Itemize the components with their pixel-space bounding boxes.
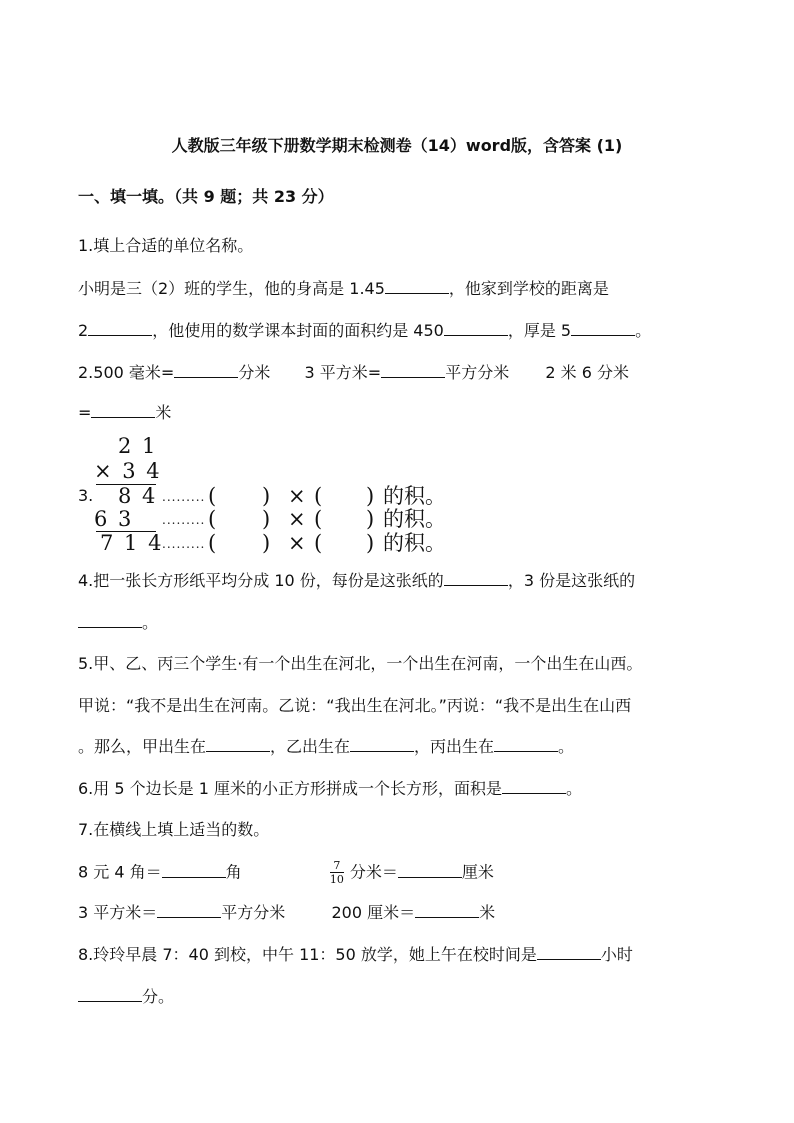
- text: 小明是三（2）班的学生，他的身高是 1.45: [78, 279, 385, 298]
- answer-blank[interactable]: [444, 320, 508, 336]
- answer-blank[interactable]: [78, 986, 142, 1002]
- times-sign: ×: [288, 507, 306, 531]
- question-6: [78, 778, 582, 799]
- answer-blank[interactable]: [571, 320, 635, 336]
- left-paren: (: [314, 484, 323, 508]
- times-sign: ×: [288, 531, 306, 555]
- answer-blank[interactable]: [444, 570, 508, 586]
- right-paren: ): [366, 507, 375, 531]
- text: 2 米 6 分米: [545, 363, 630, 382]
- text: 4.把一张长方形纸平均分成 10 份，每份是这张纸的: [78, 571, 444, 590]
- answer-blank[interactable]: [174, 362, 238, 378]
- text: ，3 份是这张纸的: [507, 571, 636, 590]
- text: 。: [558, 737, 575, 756]
- vertical-multiplication: [90, 432, 460, 556]
- text: 。: [142, 613, 159, 632]
- text: 3 平方米＝: [78, 903, 158, 922]
- text: 米: [479, 903, 496, 922]
- section-heading: 一、填一填。（共 9 题；共 23 分）: [78, 187, 334, 206]
- question-2-line-2: [78, 402, 171, 423]
- partial-product-2: 6 3: [94, 507, 134, 531]
- text: ，他家到学校的距离是: [448, 279, 609, 298]
- text: ，丙出生在: [414, 737, 495, 756]
- text: 8 元 4 角＝: [78, 862, 162, 882]
- leader-dots: .........: [162, 513, 206, 527]
- right-paren: ): [262, 531, 271, 555]
- answer-blank[interactable]: [415, 902, 479, 918]
- question-1-line-1: [78, 278, 609, 299]
- text: 分米＝: [349, 862, 398, 882]
- text: 6.用 5 个边长是 1 厘米的小正方形拼成一个长方形，面积是: [78, 779, 502, 798]
- question-8-line-2: [78, 986, 174, 1007]
- question-7-line-2: [78, 902, 495, 923]
- answer-blank[interactable]: [398, 862, 462, 878]
- text: 3 平方米=: [304, 363, 382, 382]
- left-paren: (: [208, 484, 217, 508]
- answer-blank[interactable]: [385, 278, 449, 294]
- question-1-line-2: [78, 320, 651, 341]
- text: 2: [78, 321, 89, 340]
- fraction-numerator: 7: [333, 859, 341, 872]
- text: 8.玲玲早晨 7：40 到校，中午 11：50 放学，她上午在校时间是: [78, 945, 537, 964]
- document-title: 人教版三年级下册数学期末检测卷（14）word版，含答案 (1): [171, 136, 623, 155]
- text: 角: [225, 862, 242, 882]
- answer-blank[interactable]: [502, 778, 566, 794]
- fraction: [330, 860, 344, 886]
- answer-blank[interactable]: [78, 612, 142, 628]
- multiplier: × 3 4: [94, 459, 162, 483]
- question-3-label: 3.: [78, 486, 94, 505]
- answer-blank[interactable]: [350, 736, 414, 752]
- leader-dots: .........: [162, 537, 206, 551]
- text: 。那么，甲出生在: [78, 737, 207, 756]
- answer-blank[interactable]: [537, 944, 601, 960]
- text: 。: [635, 321, 652, 340]
- answer-blank[interactable]: [494, 736, 558, 752]
- text: ，厚是 5: [507, 321, 572, 340]
- text: 。: [565, 779, 582, 798]
- text: 平方分米: [221, 903, 286, 922]
- question-4-line-1: [78, 570, 635, 591]
- text: 厘米: [461, 862, 494, 882]
- question-2-line-1: [78, 362, 629, 383]
- text: 分。: [142, 987, 175, 1006]
- multiplicand: 2 1: [118, 434, 158, 458]
- tail-text: 的积。: [383, 507, 446, 531]
- tail-text: 的积。: [383, 484, 446, 508]
- right-paren: ): [366, 531, 375, 555]
- text: ，乙出生在: [270, 737, 351, 756]
- answer-blank[interactable]: [91, 402, 155, 418]
- text: 200 厘米＝: [331, 903, 416, 922]
- answer-blank[interactable]: [206, 736, 270, 752]
- partial-product-1: 8 4: [118, 484, 158, 508]
- times-sign: ×: [288, 484, 306, 508]
- text: 小时: [600, 945, 633, 964]
- question-5-line-2: 甲说：“我不是出生在河南。乙说：“我出生在河北。”丙说：“我不是出生在山西: [78, 696, 632, 715]
- text: ，他使用的数学课本封面的面积约是 450: [152, 321, 444, 340]
- right-paren: ): [366, 484, 375, 508]
- question-5-line-3: [78, 736, 574, 757]
- text: 2.500 毫米=: [78, 363, 175, 382]
- text: 分米: [238, 363, 271, 382]
- left-paren: (: [208, 507, 217, 531]
- leader-dots: .........: [162, 490, 206, 504]
- tail-text: 的积。: [383, 531, 446, 555]
- question-5-line-1: 5.甲、乙、丙三个学生·有一个出生在河北，一个出生在河南，一个出生在山西。: [78, 654, 643, 673]
- question-7-heading: 7.在横线上填上适当的数。: [78, 820, 270, 839]
- question-7-line-1: [78, 860, 494, 886]
- final-product: 7 1 4: [100, 531, 164, 555]
- text: =: [78, 403, 92, 422]
- question-1-heading: 1.填上合适的单位名称。: [78, 236, 254, 255]
- question-8-line-1: [78, 944, 633, 965]
- fraction-denominator: 10: [329, 873, 344, 886]
- left-paren: (: [208, 531, 217, 555]
- answer-blank[interactable]: [381, 362, 445, 378]
- answer-blank[interactable]: [162, 862, 226, 878]
- right-paren: ): [262, 507, 271, 531]
- text: 米: [155, 403, 172, 422]
- text: 平方分米: [445, 363, 510, 382]
- right-paren: ): [262, 484, 271, 508]
- answer-blank[interactable]: [88, 320, 152, 336]
- left-paren: (: [314, 507, 323, 531]
- question-4-line-2: [78, 612, 158, 633]
- answer-blank[interactable]: [157, 902, 221, 918]
- left-paren: (: [314, 531, 323, 555]
